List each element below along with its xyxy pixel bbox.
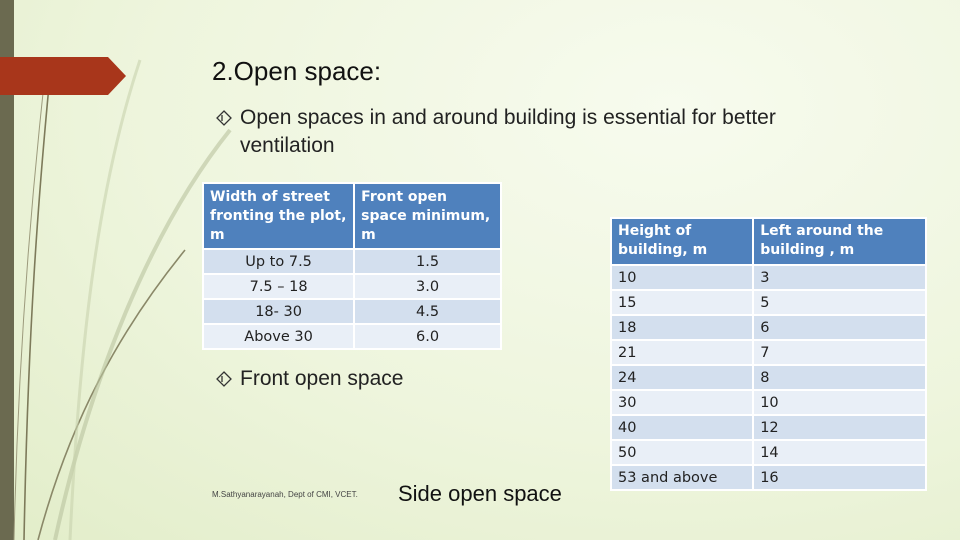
bullet-text: Open spaces in and around building is essential for better ventilation	[240, 106, 776, 157]
table-header: Front open space minimum, m	[354, 183, 501, 249]
table-cell: 18- 30	[203, 299, 354, 324]
table-cell: 3.0	[354, 274, 501, 299]
table-cell: 3	[753, 265, 926, 290]
table-header: Left around the building , m	[753, 218, 926, 265]
footer-author: M.Sathyanarayanah, Dept of CMI, VCET.	[212, 490, 358, 499]
table-cell: Up to 7.5	[203, 249, 354, 274]
table-row	[611, 315, 926, 340]
table-row	[611, 390, 926, 415]
bullet-front-open-space	[214, 365, 514, 393]
table-cell: 4.5	[354, 299, 501, 324]
table-row	[611, 465, 926, 490]
table-row	[611, 290, 926, 315]
table-cell: 1.5	[354, 249, 501, 274]
table-cell: 40	[611, 415, 753, 440]
table-row	[611, 340, 926, 365]
diamond-outline-icon	[214, 108, 234, 128]
table-cell: 6.0	[354, 324, 501, 349]
table-row	[611, 440, 926, 465]
table-cell: 12	[753, 415, 926, 440]
table-cell: 53 and above	[611, 465, 753, 490]
table-cell: 14	[753, 440, 926, 465]
table-cell: 30	[611, 390, 753, 415]
table-cell: 5	[753, 290, 926, 315]
table-cell: 6	[753, 315, 926, 340]
title-accent-arrow	[0, 57, 126, 95]
table-cell: 7.5 – 18	[203, 274, 354, 299]
table-cell: 10	[753, 390, 926, 415]
table-cell: 8	[753, 365, 926, 390]
diamond-outline-icon	[214, 369, 234, 389]
side-open-space-table	[610, 217, 927, 491]
table-row	[611, 365, 926, 390]
bullet-text: Front open space	[240, 367, 404, 390]
bullet-ventilation	[214, 104, 874, 160]
table-row	[203, 274, 501, 299]
table-row	[611, 265, 926, 290]
table-row	[203, 324, 501, 349]
table-cell: 18	[611, 315, 753, 340]
table-row	[203, 249, 501, 274]
table-cell: 50	[611, 440, 753, 465]
front-open-space-table	[202, 182, 502, 350]
table-cell: 16	[753, 465, 926, 490]
table-row	[203, 299, 501, 324]
slide-title: 2.Open space:	[212, 56, 382, 86]
table-cell: 10	[611, 265, 753, 290]
table-cell: 15	[611, 290, 753, 315]
table-header: Height of building, m	[611, 218, 753, 265]
table-cell: 24	[611, 365, 753, 390]
table-row	[611, 415, 926, 440]
table-header: Width of street fronting the plot, m	[203, 183, 354, 249]
table-cell: Above 30	[203, 324, 354, 349]
table-cell: 7	[753, 340, 926, 365]
side-open-space-caption: Side open space	[398, 481, 562, 506]
table-cell: 21	[611, 340, 753, 365]
